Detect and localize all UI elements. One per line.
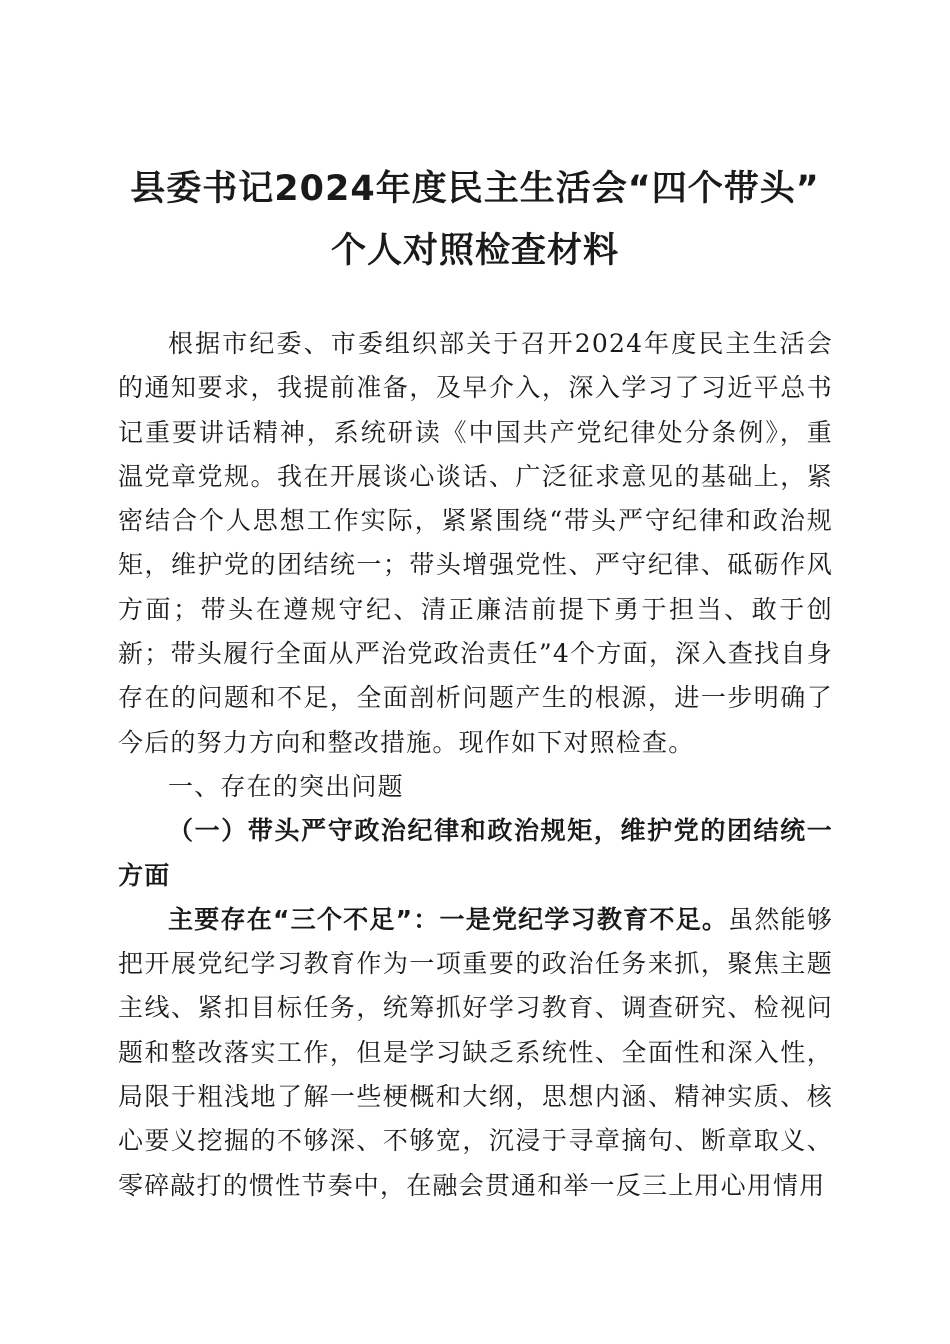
document-title-line-2: 个人对照检查材料 [330,231,619,271]
paragraph-text: 虽然能够把开展党纪学习教育作为一项重要的政治任务来抓，聚焦主题主线、紧扣目标任务，统筹抓好学习教育、调查研究、检视问题和整改落实工作，但是学习缺乏系统性、全面性和深入性，局限于粗浅地了解一些梗概和大纲，思想内涵、精神实质、核心要义挖掘的不够深、不够宽，沉浸于寻章摘句、断章取义、零碎敲打的惯性节奏中，在融会贯通和举一反三上用心用情用 [118,904,833,1200]
document-title-line-1: 县委书记2024年度民主生活会“四个带头” [130,169,820,209]
subsection-heading: （一）带头严守政治纪律和政治规矩，维护党的团结统一方面 [118,816,833,890]
section-heading: 一、存在的突出问题 [168,771,404,801]
body-paragraph [118,898,833,1208]
paragraph-lead-bold: 主要存在“三个不足”：一是党纪学习教育不足。 [168,904,729,934]
intro-paragraph: 根据市纪委、市委组织部关于召开2024年度民主生活会的通知要求，我提前准备，及早介入，深入学习了习近平总书记重要讲话精神，系统研读《中国共产党纪律处分条例》，重温党章党规。我在开展谈心谈话、广泛征求意见的基础上，紧密结合个人思想工作实际，紧紧围绕“带头严守纪律和政治规矩，维护党的团结统一；带头增强党性、严守纪律、砥砺作风方面；带头在遵规守纪、清正廉洁前提下勇于担当、敢于创新；带头履行全面从严治党政治责任”4个方面，深入查找自身存在的问题和不足，全面剖析问题产生的根源，进一步明确了今后的努力方向和整改措施。现作如下对照检查。 [118,329,833,757]
document-body [118,322,833,1208]
